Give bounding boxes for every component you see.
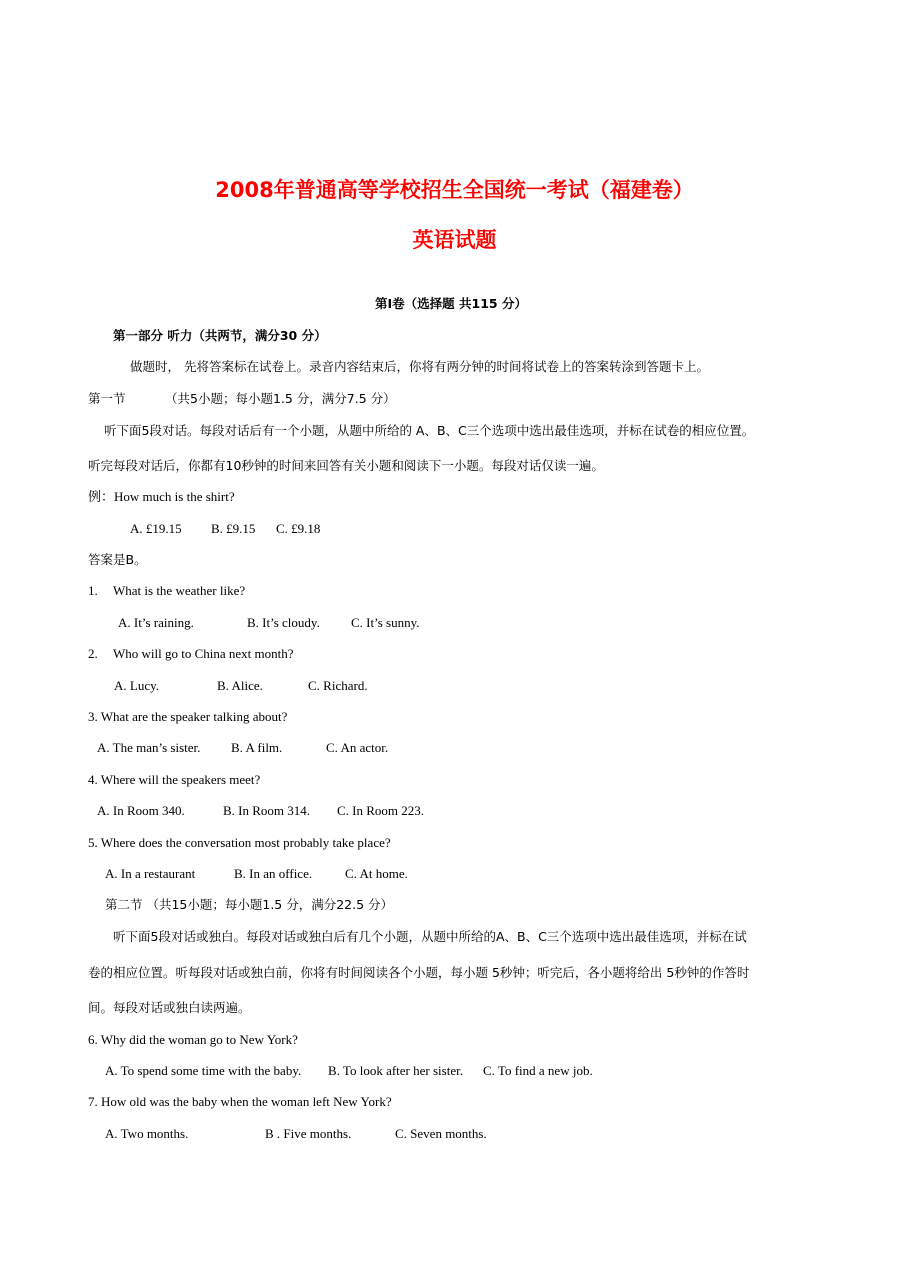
question-text: What is the weather like?: [113, 583, 246, 598]
option-c: C. Seven months.: [395, 1126, 487, 1141]
exam-title: 2008年普通高等学校招生全国统一考试（福建卷）: [215, 178, 694, 202]
question-text: 4. Where will the speakers meet?: [88, 772, 261, 787]
question-number: 1.: [88, 583, 98, 598]
option-c: C. At home.: [345, 866, 408, 881]
question-number: 2.: [88, 646, 98, 661]
option-a: A. Two months.: [105, 1126, 189, 1141]
question-text: 3. What are the speaker talking about?: [88, 709, 288, 724]
option-b: B. In Room 314.: [223, 803, 311, 818]
question-text: 5. Where does the conversation most probably take place?: [88, 835, 391, 850]
part1-instruction: 做题时， 先将答案标在试卷上。录音内容结束后，你将有两分钟的时间将试卷上的答案转涂到答题卡上。: [130, 359, 709, 374]
option-b: B. To look after her sister.: [328, 1063, 463, 1078]
option-a: A. In Room 340.: [97, 803, 185, 818]
section2-instruction-line3: 间。每段对话或独白读两遍。: [88, 1000, 251, 1015]
option-a: A. The man’s sister.: [97, 740, 201, 755]
example-answer: 答案是B。: [88, 552, 147, 567]
example-option-b: B. £9.15: [211, 521, 256, 536]
option-b: B. A film.: [231, 740, 283, 755]
section1-label: 第一节: [88, 391, 126, 406]
example-option-a: A. £19.15: [130, 521, 182, 536]
section2-instruction-line2: 卷的相应位置。听每段对话或独白前，你将有时间阅读各个小题，每小题 5秒钟；听完后，各小题将给出 5秒钟的作答时: [88, 965, 750, 980]
question-text: 7. How old was the baby when the woman left New York?: [88, 1094, 392, 1109]
option-a: A. In a restaurant: [105, 866, 196, 881]
part1-heading: 第一部分 听力（共两节，满分30 分）: [113, 328, 327, 343]
option-c: C. In Room 223.: [337, 803, 425, 818]
volume-heading: 第Ⅰ卷（选择题 共115 分）: [375, 296, 527, 311]
option-b: B . Five months.: [265, 1126, 352, 1141]
option-c: C. An actor.: [326, 740, 389, 755]
option-c: C. To find a new job.: [483, 1063, 593, 1078]
question-text: 6. Why did the woman go to New York?: [88, 1032, 298, 1047]
option-b: B. It’s cloudy.: [247, 615, 320, 630]
option-b: B. In an office.: [234, 866, 313, 881]
option-a: A. To spend some time with the baby.: [105, 1063, 302, 1078]
option-a: A. It’s raining.: [118, 615, 194, 630]
section2-instruction-line1: 听下面5段对话或独白。每段对话或独白后有几个小题，从题中所给的A、B、C三个选项中选出最佳选项，并标在试: [113, 929, 747, 944]
section1-note: （共5小题；每小题1.5 分，满分7.5 分）: [165, 391, 396, 406]
example-question: 例：How much is the shirt?: [88, 489, 235, 504]
option-a: A. Lucy.: [114, 678, 160, 693]
question-text: Who will go to China next month?: [113, 646, 294, 661]
section1-instruction-line1: 听下面5段对话。每段对话后有一个小题，从题中所给的 A、B、C三个选项中选出最佳选项，并标在试卷的相应位置。: [104, 423, 755, 438]
section1-instruction-line2: 听完每段对话后，你都有10秒钟的时间来回答有关小题和阅读下一小题。每段对话仅读一遍。: [88, 458, 604, 473]
option-c: C. It’s sunny.: [351, 615, 420, 630]
option-b: B. Alice.: [217, 678, 263, 693]
option-c: C. Richard.: [308, 678, 368, 693]
example-option-c: C. £9.18: [276, 521, 321, 536]
exam-subtitle: 英语试题: [412, 228, 497, 252]
section2-heading: 第二节 （共15小题；每小题1.5 分，满分22.5 分）: [105, 897, 394, 912]
